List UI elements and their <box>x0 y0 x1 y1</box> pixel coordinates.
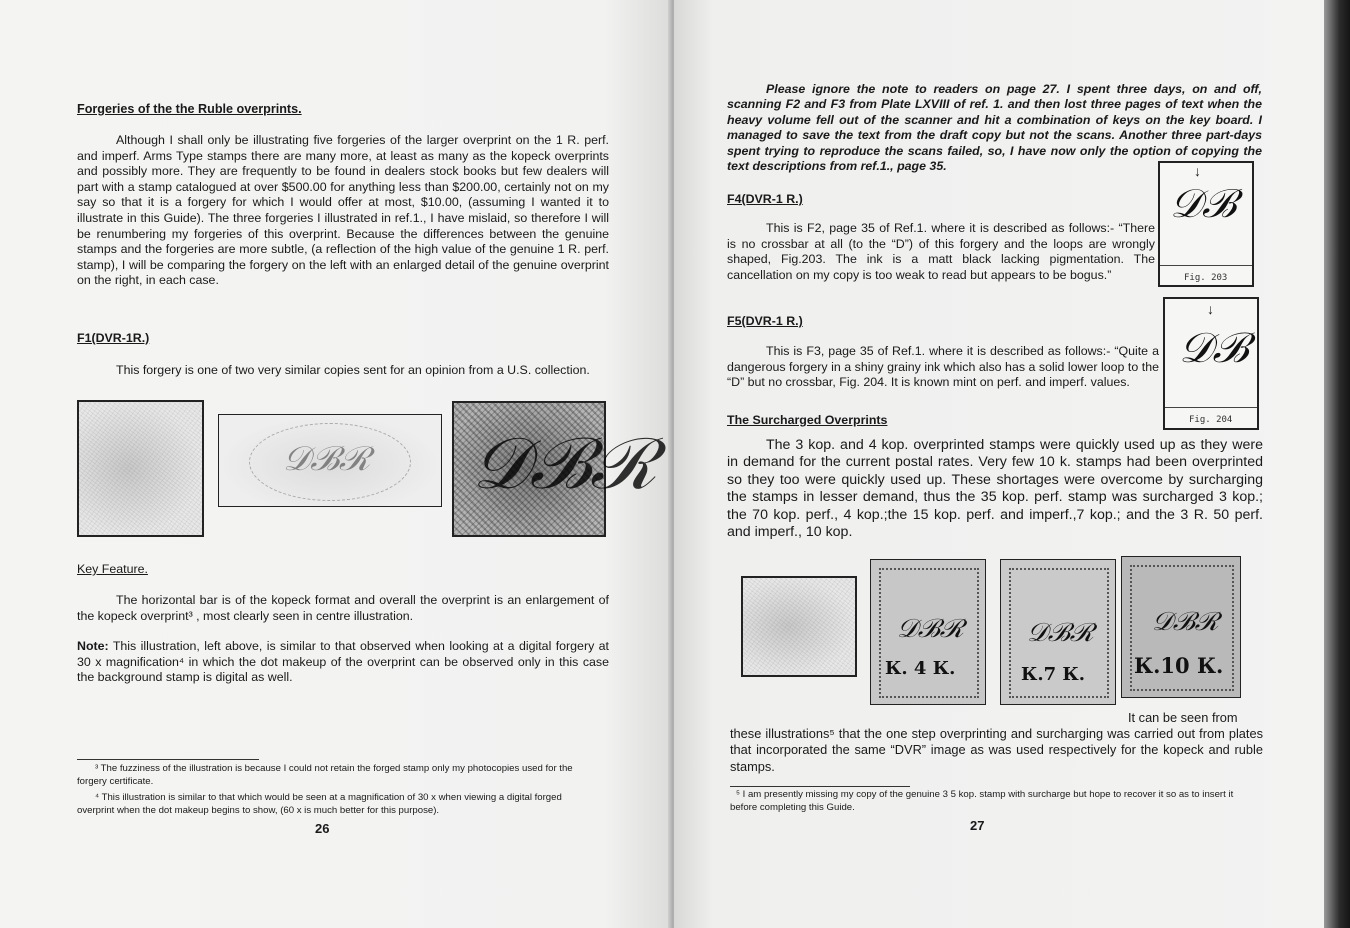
paragraph-seen-rest: these illustrations⁵ that the one step overprinting and surcharging was carried out from plates that incorporated the same “DVR” image as was used respectively for the kopeck and ruble stamps. <box>730 726 1263 774</box>
stamp-10-kop-surcharge <box>1121 556 1241 698</box>
figure-204 <box>1163 297 1259 430</box>
heading-f1: F1(DVR-1R.) <box>77 331 150 345</box>
footnote-5: ⁵ I am presently missing my copy of the genuine 3 5 kop. stamp with surcharge but hope to recover it so as to insert it before completing this Guide. <box>730 789 1234 813</box>
footnote-3: ³ The fuzziness of the illustration is because I could not retain the forged stamp only my photocopies used for the forgery certificate. <box>77 763 573 787</box>
fig-203-overprint: 𝒟ℬ <box>1170 181 1236 227</box>
fig-204-overprint: 𝒟ℬ <box>1179 323 1248 372</box>
footnote-divider <box>77 759 259 760</box>
stamp-7-kop-surcharge <box>1000 559 1116 705</box>
paragraph-f5: This is F3, page 35 of Ref.1. where it is described as follows:- “Quite a dangerous forgery in a shiny grainy ink which also has a solid lower loop to the “D” but no crossbar, Fig. 204. It is known mint on perf. and imperf. values. <box>727 344 1159 390</box>
illustration-forgery-dots <box>77 400 204 537</box>
stamp-4-surcharge: К. 4 К. <box>885 658 956 679</box>
stamp-detail-crest <box>741 576 857 677</box>
page-number-left: 26 <box>315 821 330 836</box>
left-page <box>0 0 672 928</box>
stamp-4-overprint: 𝒟ℬℛ <box>897 614 964 644</box>
note-block <box>77 639 609 686</box>
stamp-10-surcharge: К.10 К. <box>1134 653 1224 678</box>
paragraph-intro: Although I shall only be illustrating five forgeries of the larger overprint on the 1 R. perf. and imperf. Arms Type stamps there are many more, at least as many as the kopeck overprints and possibly more. They are frequently to be found in dealers stock books but few dealers will part with a stamp catalogued at over $500.00 for anything less than $200.00, certainly not on my say so that it is a forgery for which I would offer at most, $10.00, (assuming I wanted it to illustrate in this Guide). The three forgeries I illustrated in ref.1., I have mislaid, so therefore I will be renumbering my forgeries of this overprint. Because the differences between the genuine stamps and the forgeries are more subtle, (a reflection of the high value of the genuine 1 R. perf. stamp), I will be comparing the forgery on the left with an enlarged detail of the genuine overprint on the right, in each case. <box>77 133 609 288</box>
note-text: This illustration, left above, is similar to that observed when looking at a digital forgery at 30 x magnification⁴ in which the dot makeup of the overprint can be observed only in this case the background stamp is digital as well. <box>77 639 609 685</box>
heading-key-feature: Key Feature. <box>77 562 148 576</box>
figure-203 <box>1158 161 1254 287</box>
footnote-4: ⁴ This illustration is similar to that which would be seen at a magnification of 30 x when viewing a digital forged overprint when the dot makeup begins to show, (60 x is much better for this purpose). <box>77 792 562 816</box>
paragraph-key-feature: The horizontal bar is of the kopeck format and overall the overprint is an enlargement of the kopeck overprint³ , most clearly seen in centre illustration. <box>77 593 609 623</box>
forged-overprint-glyph: 𝒟ℬℛ <box>283 439 371 479</box>
footnote-divider-right <box>730 786 910 787</box>
stamp-7-surcharge: К.7 К. <box>1021 664 1086 685</box>
right-page <box>674 0 1324 928</box>
heading-f5: F5(DVR-1 R.) <box>727 314 803 328</box>
arrow-icon: ↓ <box>1207 301 1214 317</box>
arrow-icon: ↓ <box>1194 163 1201 179</box>
paragraph-seen-start: It can be seen from <box>1128 710 1238 725</box>
heading-forgeries: Forgeries of the the Ruble overprints. <box>77 102 302 116</box>
stamp-10-overprint: 𝒟ℬℛ <box>1152 607 1219 637</box>
stamp-7-overprint: 𝒟ℬℛ <box>1027 618 1094 648</box>
paragraph-f1: This forgery is one of two very similar copies sent for an opinion from a U.S. collection. <box>116 363 590 377</box>
note-label: Note: <box>77 639 109 653</box>
fig-203-divider <box>1160 265 1252 266</box>
genuine-overprint-glyph: 𝒟ℬℛ <box>472 421 658 505</box>
illustration-genuine-detail <box>452 401 658 537</box>
fig-204-label: Fig. 204 <box>1189 415 1233 425</box>
heading-f4: F4(DVR-1 R.) <box>727 192 803 206</box>
fig-203-label: Fig. 203 <box>1184 273 1228 283</box>
page-edge-shadow <box>1324 0 1350 928</box>
heading-surcharged: The Surcharged Overprints <box>727 413 888 427</box>
fig-204-divider <box>1165 407 1257 408</box>
page-number-right: 27 <box>970 818 985 833</box>
paragraph-italic-note: Please ignore the note to readers on page 27. I spent three days, on and off, scanning F2 and F3 from Plate LXVIII of ref. 1. and then lost three pages of text when the heavy volume fell out of the scanner and hit a combination of keys on the key board. I managed to save the text from the draft copy but not the scans. Another three part-days spent trying to reproduce the scans failed, so, I have now only the option of copying the text descriptions from ref.1., page 35. <box>727 82 1262 174</box>
paragraph-surcharged: The 3 kop. and 4 kop. overprinted stamps were quickly used up as they were in demand for the current postal rates. Very few 10 k. stamps had been overprinted so they too were quickly used up. These shortages were overcome by surcharging the stamps in lesser demand, thus the 35 kop. perf. stamp was surcharged 3 kop.; the 70 kop. perf., 4 kop.;the 15 kop. perf. and imperf.,7 kop.; and the 3 R. 50 perf. and imperf., 10 kop. <box>727 437 1263 541</box>
illustration-forgery-overprint <box>218 414 442 507</box>
paragraph-f4: This is F2, page 35 of Ref.1. where it is described as follows:- “There is no crossbar at all (to the “D”) of this forgery and the loops are wrongly shaped, Fig.203. The ink is a matt black lacking pigmentation. The cancellation on my copy is too weak to read but appears to be bogus.” <box>727 221 1155 282</box>
stamp-4-kop-surcharge <box>870 559 986 705</box>
